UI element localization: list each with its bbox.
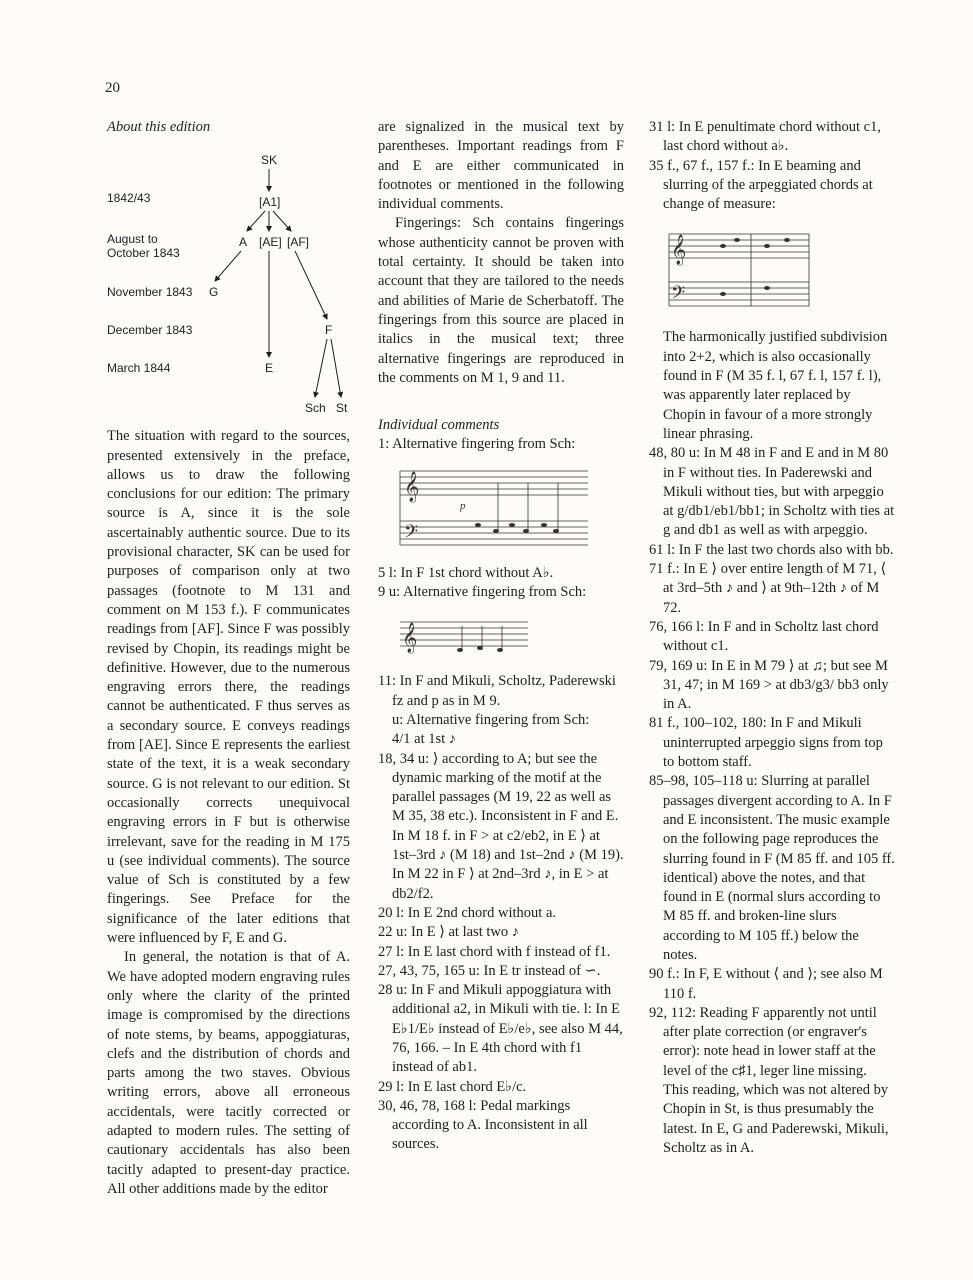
svg-text:p: p: [460, 499, 466, 512]
comment: 90 f.: In F, E without ⟨ and ⟩; see also M 110 f.: [649, 966, 883, 1002]
stemma-node-af: [AF]: [287, 235, 310, 250]
stemma-node-g: G: [209, 285, 219, 300]
comment: 18, 34 u: ⟩ according to A; but see the dynamic marking of the motif at the parallel passages (M 19, 22 as well as M 35, 38 etc.). Inconsistent in F and E. In M 18 f. in F > at c2/eb2, in E ⟩ at 1st–3rd ♪ (M 18) and 1st–2nd ♪ (M 19). In M 22 in F ⟩ at 2nd–3rd ♪, in E > at db2/f2.: [378, 750, 624, 902]
comment: 29 l: In E last chord E♭/c.: [378, 1078, 527, 1095]
stemma-node-a1: [A1]: [259, 195, 281, 210]
comment: 28 u: In F and Mikuli appoggiatura with additional a2, in Mikuli with tie. l: In E E♭1/E♭ instead of E♭/e♭, see also M 44, 76, 166. – In E 4th chord with f1 instead of ab1.: [378, 982, 623, 1076]
comment: 22 u: In E ⟩ at last two ♪: [378, 924, 519, 941]
stemma-date: October 1843: [107, 246, 180, 261]
comment: 81 f., 100–102, 180: In F and Mikuli uninterrupted arpeggio signs from top to bottom staff.: [649, 715, 883, 771]
music-example-m9: [378, 608, 538, 664]
paragraph: The situation with regard to the sources, presented extensively in the preface, allows us to draw the following conclusions for our edition: The primary source is A, since it is the sole ascertainably authentic source. Due to its provisional character, SK can be used for purposes of comparison only at two passages (footnote to M 131 and comment on M 153 f.). F communicates readings from [AF]. Since F was possibly revised by Chopin, its readings might be definitive. However, due to the numerous engraving errors there, the readings cannot be authenticated. F thus serves as a secondary source. E conveys readings from [AE]. Since E represents the earliest state of the text, it is a weak secondary source. G is not relevant to our edition. St occasionally corrects unequivocal engraving errors in F but is otherwise irrelevant, save for the reading in M 175 u (see individual comments). The source value of Sch is constituted by a few fingerings. See Preface for the significance of the later editions that were influenced by F, E and G.: [107, 428, 350, 947]
column-right: [649, 118, 895, 1158]
music-example-m35: [663, 220, 813, 320]
comment: 48, 80 u: In M 48 in F and E and in M 80 in F without ties. In Paderewski and Mikuli without ties, but with arpeggio at g/db1/eb1/bb1; in Scholtz with ties at g and db1 as well as with arpeggio.: [649, 445, 895, 539]
comment: 4/1 at 1st ♪: [392, 731, 457, 748]
comment: The harmonically justified subdivision into 2+2, which is also occasionally found in F (M 35 f. l, 67 f. l, 157 f. l), was apparently later replaced by Chopin in favour of a more strongly linear phrasing.: [663, 329, 888, 442]
stemma-node-f: F: [325, 323, 333, 338]
stemma-node-a: A: [239, 235, 248, 250]
comment: 71 f.: In E ⟩ over entire length of M 71, ⟨ at 3rd–5th ♪ and ⟩ at 9th–12th ♪ of M 72.: [649, 561, 887, 616]
comment: 61 l: In F the last two chords also with bb.: [649, 541, 894, 558]
stemma-node-sch: Sch: [305, 401, 326, 416]
comment: u: Alternative fingering from Sch:: [392, 711, 590, 728]
section-heading: About this edition: [107, 119, 211, 135]
paragraph: In general, the notation is that of A. We have adopted modern engraving rules only where the clarity of the printed image is compromised by the directions of note stems, by beams, appoggiaturas, clefs and the distribution of chords and parts among the two staves. Obvious writing errors, above all erroneous accidentals, were tacitly corrected or adapted to modern rules. The setting of cautionary accidentals has also been tacitly adapted to present-day practice. All other additions made by the editor: [107, 949, 350, 1197]
stemma-date: March 1844: [107, 361, 171, 376]
stemma-node-sk: SK: [261, 153, 278, 168]
comment: 35 f., 67 f., 157 f.: In E beaming and slurring of the arpeggiated chords at change of measure:: [649, 157, 873, 213]
section-heading: Individual comments: [378, 417, 500, 434]
source-stemma: [107, 137, 350, 427]
comment: 31 l: In E penultimate chord without c1, last chord without a♭.: [649, 119, 881, 155]
stemma-date: December 1843: [107, 323, 193, 338]
svg-text:𝄞: 𝄞: [671, 235, 687, 265]
paragraph: Fingerings: Sch contains fingerings whose authenticity cannot be proven with total certainty. It should be taken into account that they are tailored to the needs and abilities of Marie de Scherbatoff. The fingerings from this source are placed in italics in the musical text; three alternative fingerings are reproduced in the comments on M 1, 9 and 11.: [378, 215, 624, 386]
column-middle: [378, 118, 624, 1155]
stemma-date: August to: [107, 232, 158, 247]
svg-text:𝄢: 𝄢: [404, 520, 419, 546]
comment: 9 u: Alternative fingering from Sch:: [378, 584, 587, 601]
svg-text:𝄞: 𝄞: [402, 623, 418, 653]
comment: 92, 112: Reading F apparently not until after plate correction (or engraver's error): note head in lower staff at the level of the c♯1, leger line missing. This reading, which was not altered by Chopin in St, is thus presumably the latest. In E, G and Paderewski, Mikuli, Scholtz as in A.: [649, 1004, 889, 1156]
stemma-node-st: St: [336, 401, 348, 416]
svg-text:𝄢: 𝄢: [671, 282, 686, 308]
music-example-m1: [378, 461, 593, 556]
comment: 27, 43, 75, 165 u: In E tr instead of ∽.: [378, 962, 601, 979]
stemma-date: 1842/43: [107, 191, 151, 206]
stemma-date: November 1843: [107, 285, 193, 300]
comment: 11: In F and Mikuli, Scholtz, Paderewski fz and p as in M 9.: [378, 673, 616, 709]
svg-text:𝄞: 𝄞: [404, 471, 420, 501]
comment: 27 l: In E last chord with f instead of f1.: [378, 943, 611, 960]
stemma-lines: [107, 137, 350, 427]
comment: 5 l: In F 1st chord without A♭.: [378, 564, 554, 581]
comment: 85–98, 105–118 u: Slurring at parallel passages divergent according to A. In F and E inconsistent. The music example on the following page reproduces the slurring found in F (M 85 ff. and 105 ff. identical) above the notes, and that found in E (normal slurs according to M 85 ff. and broken-line slurs according to M 105 ff.) below the notes.: [649, 773, 895, 963]
comment: 79, 169 u: In E in M 79 ⟩ at ♫; but see M 31, 47; in M 169 > at db3/g3/ bb3 only in A.: [649, 657, 889, 713]
stemma-node-e: E: [265, 361, 274, 376]
column-left: [107, 118, 350, 1199]
stemma-node-ae: [AE]: [259, 235, 282, 250]
page-number: 20: [105, 80, 120, 96]
comment: 20 l: In E 2nd chord without a.: [378, 904, 557, 921]
comment: 30, 46, 78, 168 l: Pedal markings according to A. Inconsistent in all sources.: [378, 1097, 588, 1153]
comment: 76, 166 l: In F and in Scholtz last chord without c1.: [649, 618, 879, 655]
comment: 1: Alternative fingering from Sch:: [378, 436, 576, 453]
paragraph: are signalized in the musical text by parentheses. Important readings from F and E are either communicated in footnotes or mentioned in the following individual comments.: [378, 119, 624, 213]
